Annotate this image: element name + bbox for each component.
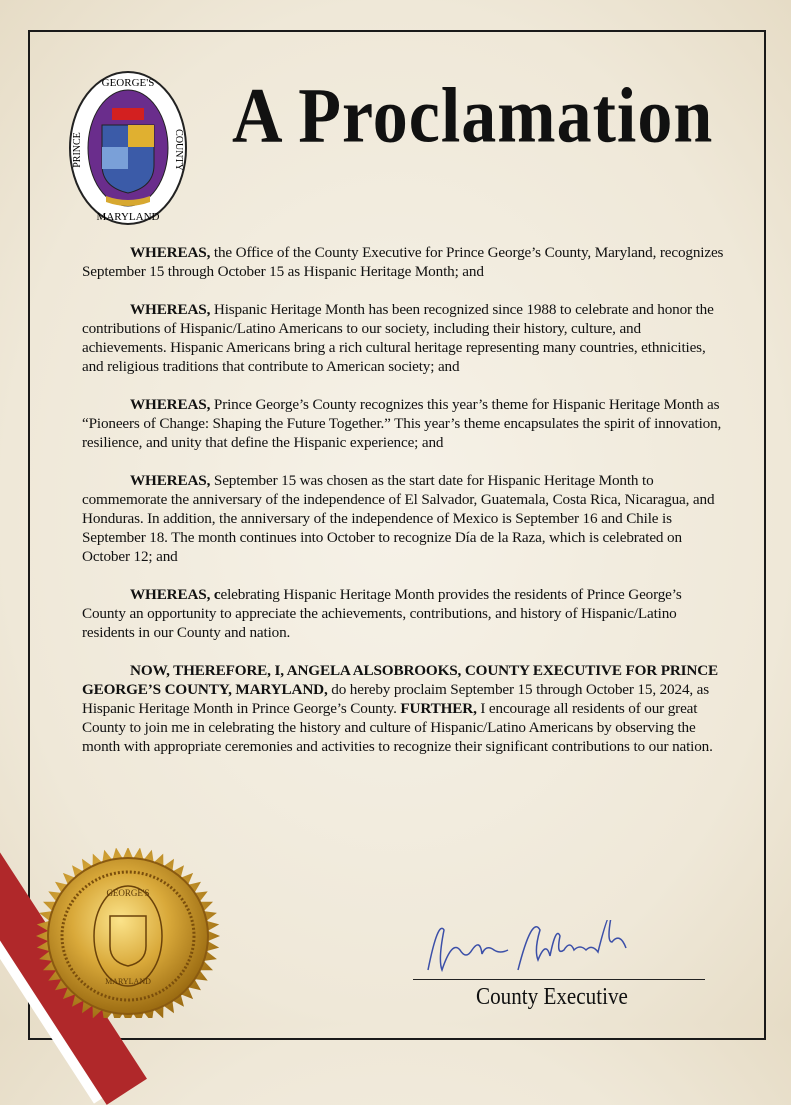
paragraph-text: September 15 was chosen as the start date for Hispanic Heritage Month to commemorate the anniversary of the independence of El Salvador, Guatemala, Costa Rica, Nicaragua, and Honduras. In addition, the anniversary of the independence of Mexico is September 16 and Chile is September 18. The month continues into October to recognize Día de la Raza, which is celebrated on October 12; and — [82, 472, 715, 565]
whereas-lead: WHEREAS, — [130, 244, 211, 261]
whereas-lead: WHEREAS, — [130, 472, 211, 489]
svg-text:GEORGE'S: GEORGE'S — [101, 77, 155, 89]
paragraph — [82, 395, 724, 452]
paragraph — [82, 243, 724, 281]
paragraph — [82, 471, 724, 566]
signature-line — [413, 979, 705, 980]
whereas-lead: WHEREAS, c — [130, 586, 221, 603]
svg-text:MARYLAND: MARYLAND — [105, 977, 151, 986]
proclamation-paragraph — [82, 661, 724, 756]
proclamation-body — [82, 243, 724, 775]
paragraph-text: the Office of the County Executive for Prince George’s County, Maryland, recognizes September 15 through October 15 as Hispanic Heritage Month; and — [82, 244, 724, 280]
gold-seal — [28, 848, 228, 1018]
signature — [418, 920, 708, 980]
further-lead: FURTHER, — [400, 700, 477, 717]
page-title: A Proclamation — [232, 73, 714, 160]
svg-text:PRINCE: PRINCE — [72, 132, 83, 168]
paragraph-text: Hispanic Heritage Month has been recognized since 1988 to celebrate and honor the contributions of Hispanic/Latino Americans to our society, including their history, culture, and achievements. Hispanic Americans bring a rich cultural heritage representing many countries, ethnicities, and religious traditions that contribute to American society; and — [82, 301, 714, 375]
whereas-lead: WHEREAS, — [130, 301, 211, 318]
paragraph-text: I encourage all residents of our great County to join me in celebrating the history and culture of Hispanic/Latino Americans by observing the month with appropriate ceremonies and activities to recognize their significant contributions to our nation. — [82, 700, 713, 755]
paragraph-text: elebrating Hispanic Heritage Month provides the residents of Prince George’s County an opportunity to appreciate the achievements, contributions, and history of Hispanic/Latino residents in our County and nation. — [82, 586, 682, 641]
whereas-lead: WHEREAS, — [130, 396, 211, 413]
svg-text:GEORGE'S: GEORGE'S — [106, 888, 150, 898]
signer-title: County Executive — [476, 984, 628, 1010]
paragraph-text: do hereby proclaim September 15 through October 15, 2024, as Hispanic Heritage Month in Prince George’s County. — [82, 681, 710, 717]
county-seal-logo — [68, 70, 188, 226]
paragraph — [82, 300, 724, 376]
now-therefore-lead: NOW, THEREFORE, I, ANGELA ALSOBROOKS, COUNTY EXECUTIVE FOR PRINCE GEORGE’S COUNTY, MARYLAND, — [82, 662, 719, 698]
paragraph-text: Prince George’s County recognizes this year’s theme for Hispanic Heritage Month as “Pioneers of Change: Shaping the Future Together.” This year’s theme encapsulates the spirit of innovation, resilience, and unity that define the Hispanic experience; and — [82, 396, 722, 451]
svg-text:COUNTY: COUNTY — [173, 129, 184, 171]
svg-text:MARYLAND: MARYLAND — [96, 211, 160, 223]
paragraph — [82, 585, 724, 642]
